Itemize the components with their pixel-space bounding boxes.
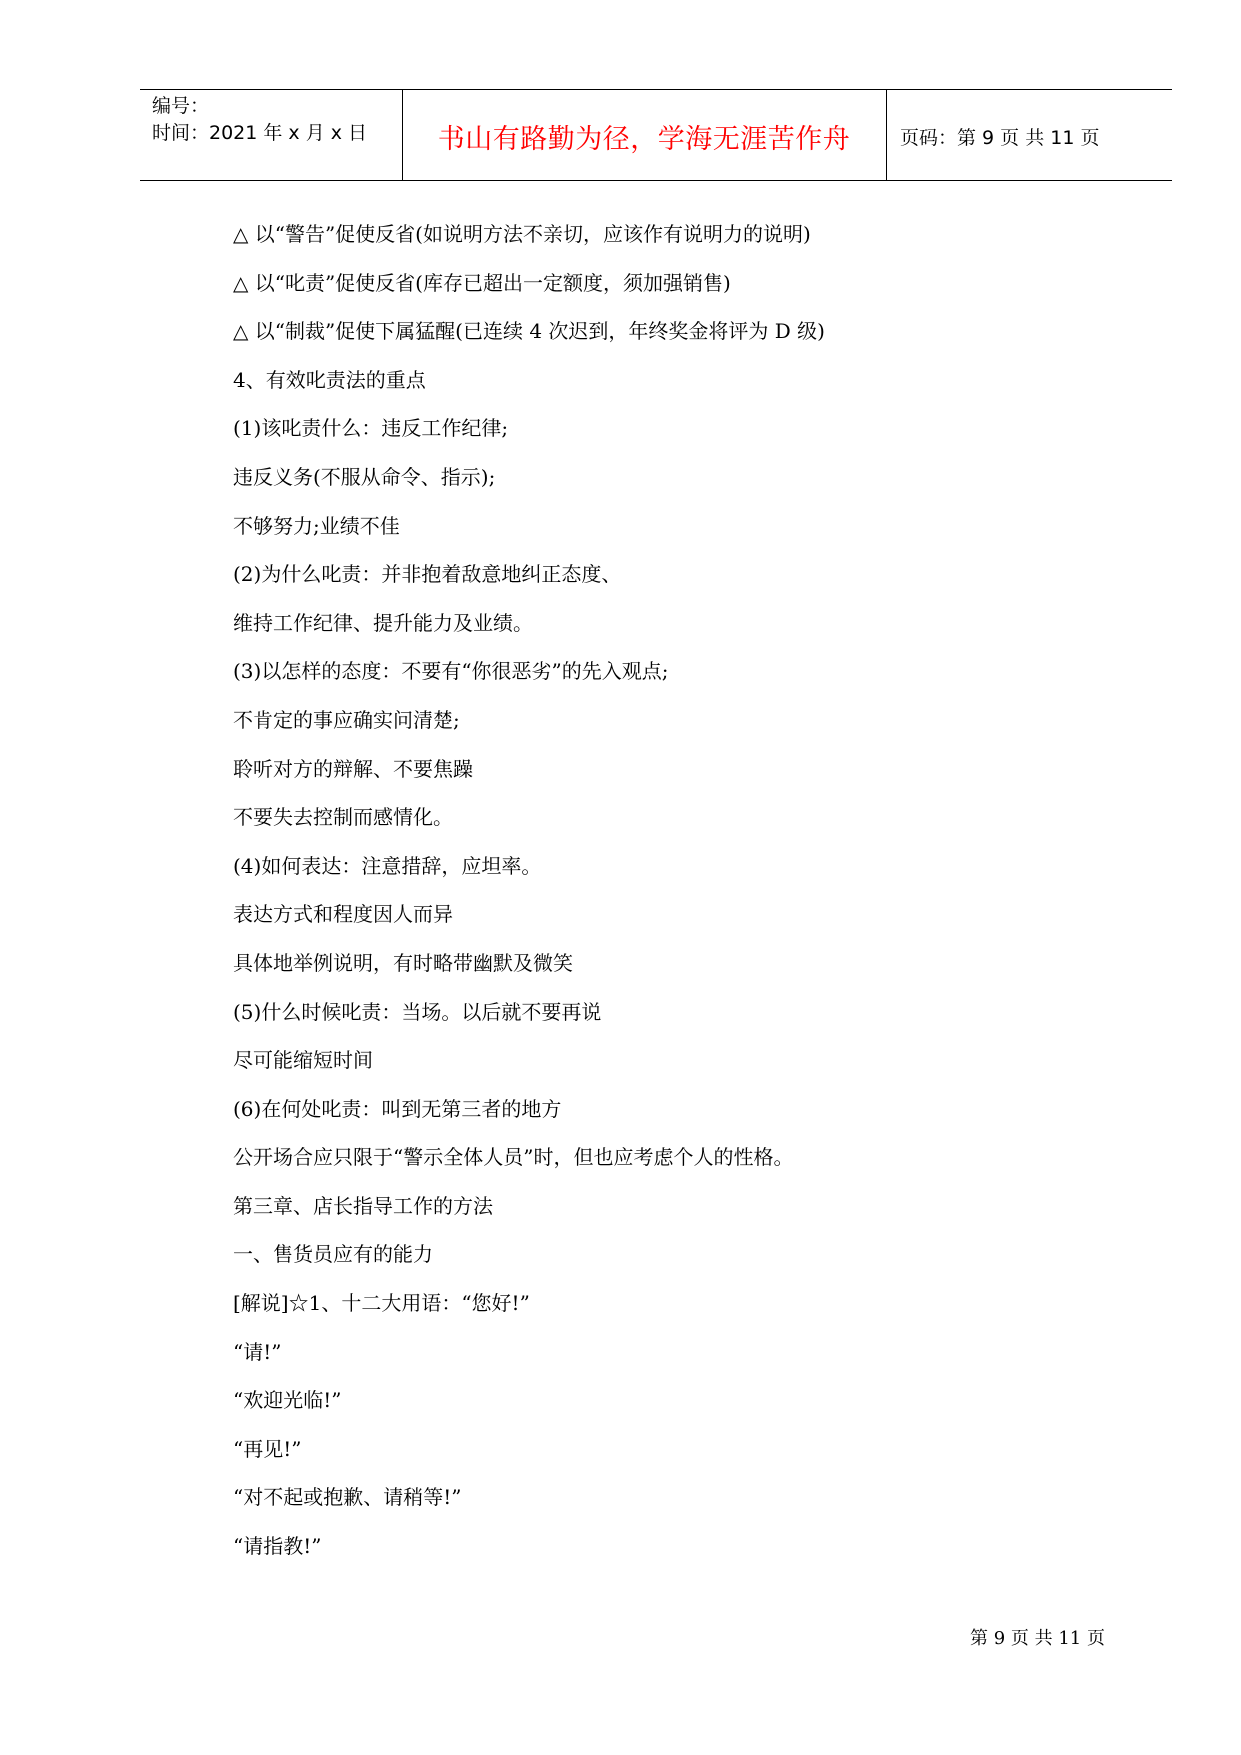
body-line: 第三章、店长指导工作的方法 xyxy=(233,1193,493,1218)
document-date-label: 时间：2021 年 x 月 x 日 xyxy=(152,122,368,144)
header-divider xyxy=(886,90,887,180)
body-line: 维持工作纪律、提升能力及业绩。 xyxy=(233,610,533,635)
body-line: △ 以“警告”促使反省(如说明方法不亲切，应该作有说明力的说明) xyxy=(233,222,811,246)
body-line: 公开场合应只限于“警示全体人员”时，但也应考虑个人的性格。 xyxy=(233,1145,794,1170)
header-page-number: 页码：第 9 页 共 11 页 xyxy=(900,126,1100,149)
body-line: “欢迎光临!” xyxy=(233,1388,342,1413)
body-line: 不肯定的事应确实问清楚; xyxy=(233,707,460,732)
body-line: △ 以“叱责”促使反省(库存已超出一定额度，须加强销售) xyxy=(233,270,731,295)
body-line: △ 以“制裁”促使下属猛醒(已连续 4 次迟到，年终奖金将评为 D 级) xyxy=(233,319,825,344)
header-meta xyxy=(152,93,367,147)
body-line: 聆听对方的辩解、不要焦躁 xyxy=(233,756,473,781)
body-line: (6)在何处叱责：叫到无第三者的地方 xyxy=(233,1096,562,1121)
body-line: 一、售货员应有的能力 xyxy=(233,1242,433,1267)
body-line: 表达方式和程度因人而异 xyxy=(233,902,453,927)
document-number-label: 编号： xyxy=(152,95,210,117)
document-body xyxy=(233,218,825,1579)
body-line: “再见!” xyxy=(233,1436,302,1461)
body-line: 具体地举例说明，有时略带幽默及微笑 xyxy=(233,950,573,975)
body-line: (4)如何表达：注意措辞，应坦率。 xyxy=(233,853,542,878)
header-motto: 书山有路勤为径，学海无涯苦作舟 xyxy=(437,123,851,155)
body-line: (1)该叱责什么：违反工作纪律; xyxy=(233,416,509,441)
body-line: “请指教!” xyxy=(233,1534,322,1559)
body-line: 违反义务(不服从命令、指示); xyxy=(233,464,496,489)
body-line: 4、有效叱责法的重点 xyxy=(233,367,426,392)
body-line: (5)什么时候叱责：当场。以后就不要再说 xyxy=(233,999,602,1024)
body-line: 尽可能缩短时间 xyxy=(233,1048,373,1073)
body-line: “请!” xyxy=(233,1339,282,1364)
body-line: [解说]☆1、十二大用语：“您好!” xyxy=(233,1291,530,1316)
page-header xyxy=(140,89,1172,181)
page-footer: 第 9 页 共 11 页 xyxy=(970,1628,1105,1649)
body-line: “对不起或抱歉、请稍等!” xyxy=(233,1485,462,1510)
body-line: (2)为什么叱责：并非抱着敌意地纠正态度、 xyxy=(233,562,622,587)
body-line: 不够努力;业绩不佳 xyxy=(233,513,400,538)
body-line: (3)以怎样的态度：不要有“你很恶劣”的先入观点; xyxy=(233,659,669,684)
body-line: 不要失去控制而感情化。 xyxy=(233,805,453,830)
